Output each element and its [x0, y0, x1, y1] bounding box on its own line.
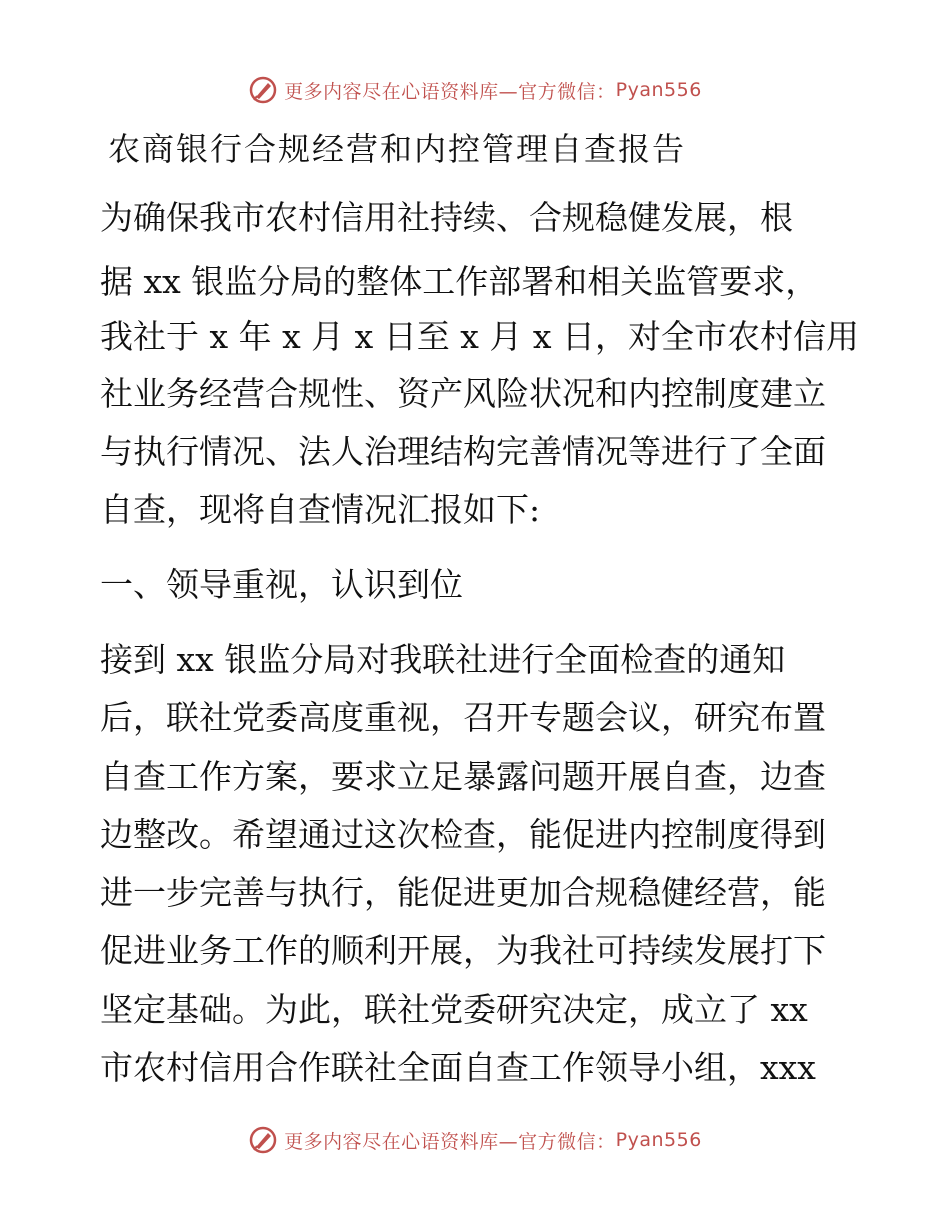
- watermark-footer: [0, 1120, 950, 1160]
- intro-line: 社业务经营合规性、资产风险状况和内控制度建立: [100, 374, 826, 413]
- section-line: 坚定基础。为此，联社党委研究决定，成立了 xx: [100, 990, 808, 1029]
- watermark-account: Pyan556: [615, 1129, 702, 1151]
- watermark-header: [0, 70, 950, 110]
- section-line: 边整改。希望通过这次检查，能促进内控制度得到: [100, 815, 826, 854]
- section-heading: 一、领导重视，认识到位: [100, 565, 463, 604]
- section-line: 自查工作方案，要求立足暴露问题开展自查，边查: [100, 757, 826, 796]
- intro-line: 为确保我市农村信用社持续、合规稳健发展，根: [100, 198, 793, 237]
- watermark-text: 更多内容尽在心语资料库—官方微信：: [284, 1130, 616, 1153]
- section-line: 后，联社党委高度重视，召开专题会议，研究布置: [100, 698, 826, 737]
- intro-line: 自查，现将自查情况汇报如下:: [100, 490, 541, 529]
- section-line: 接到 xx 银监分局对我联社进行全面检查的通知: [100, 640, 786, 679]
- quill-logo-icon: [248, 75, 278, 105]
- intro-line: 据 xx 银监分局的整体工作部署和相关监管要求，: [100, 262, 819, 301]
- section-line: 市农村信用合作联社全面自查工作领导小组，xxx: [100, 1048, 816, 1087]
- watermark-account: Pyan556: [615, 79, 702, 101]
- quill-logo-icon: [248, 1125, 278, 1155]
- section-line: 促进业务工作的顺利开展，为我社可持续发展打下: [100, 931, 826, 970]
- section-line: 进一步完善与执行，能促进更加合规稳健经营，能: [100, 873, 826, 912]
- intro-line: 我社于 x 年 x 月 x 日至 x 月 x 日，对全市农村信用: [100, 317, 859, 356]
- intro-line: 与执行情况、法人治理结构完善情况等进行了全面: [100, 432, 826, 471]
- document-title: 农商银行合规经营和内控管理自查报告: [108, 130, 687, 168]
- watermark-text: 更多内容尽在心语资料库—官方微信：: [284, 80, 616, 103]
